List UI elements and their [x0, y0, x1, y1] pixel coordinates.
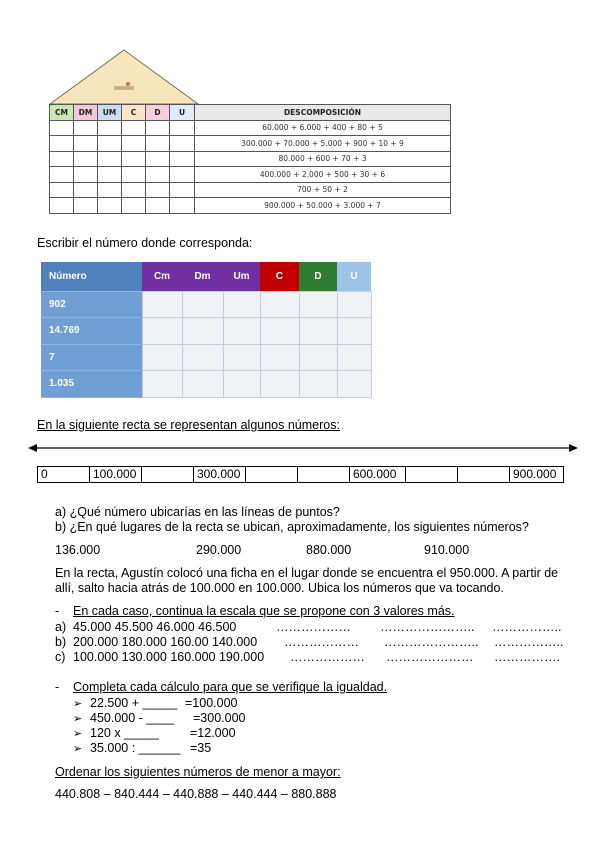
number-cell: 7	[41, 344, 142, 371]
digit-cell[interactable]	[299, 371, 337, 398]
calc-item	[73, 696, 82, 712]
digit-cell[interactable]	[50, 136, 74, 152]
scale-blank: …………….	[494, 650, 560, 664]
digit-cell[interactable]	[122, 182, 146, 198]
scale-values: 100.000 130.000 160.000 190.000	[73, 650, 265, 664]
nl-cell: 900.000	[509, 467, 564, 482]
digit-cell[interactable]	[182, 318, 223, 345]
nl-cell: 600.000	[349, 467, 401, 482]
question-b: b) ¿En qué lugares de la recta se ubican, aproximadamente, los siguientes números?	[55, 520, 529, 534]
header-c: C	[260, 262, 299, 291]
digit-cell[interactable]	[146, 136, 170, 152]
digit-cell[interactable]	[260, 291, 299, 318]
digit-cell[interactable]	[223, 318, 260, 345]
digit-cell[interactable]	[170, 167, 195, 183]
digit-cell[interactable]	[74, 167, 98, 183]
digit-cell[interactable]	[170, 136, 195, 152]
scale-bullet: -	[55, 604, 60, 618]
nl-cell	[297, 467, 349, 482]
decomposition-row	[50, 182, 451, 198]
digit-cell[interactable]	[98, 182, 122, 198]
digit-cell[interactable]	[50, 167, 74, 183]
nl-cell	[245, 467, 297, 482]
decomposition-row	[50, 167, 451, 183]
header-cm: CM	[50, 105, 74, 121]
number-line-cells	[37, 466, 564, 483]
number-row	[41, 344, 371, 371]
header-c: C	[122, 105, 146, 121]
calc-right: =12.000	[190, 726, 236, 740]
digit-cell[interactable]	[74, 136, 98, 152]
nl-cell: 100.000	[89, 467, 141, 482]
digit-cell[interactable]	[98, 136, 122, 152]
arrow-bullet-icon: ➢	[73, 698, 83, 710]
scale-values: 200.000 180.000 160.00 140.000	[73, 635, 258, 649]
scale-blank: ……………..	[494, 635, 564, 649]
arrow-bullet-icon: ➢	[73, 728, 83, 740]
order-numbers: 440.808 – 840.444 – 440.888 – 440.444 – 880.888	[55, 787, 337, 801]
digit-cell[interactable]	[50, 120, 74, 136]
number-table	[41, 262, 372, 398]
decomposition-text: 400.000 + 2.000 + 500 + 30 + 6	[195, 167, 451, 183]
calc-left: 35.000 : ______	[90, 741, 181, 755]
header-dm: DM	[74, 105, 98, 121]
number-line-arrow	[28, 440, 578, 456]
digit-cell[interactable]	[337, 371, 371, 398]
digit-cell[interactable]	[122, 198, 146, 214]
digit-cell[interactable]	[337, 318, 371, 345]
scale-blank: ………………	[284, 635, 359, 649]
digit-cell[interactable]	[50, 182, 74, 198]
scale-blank: ………………	[276, 620, 351, 634]
arrow-bullet-icon: ➢	[73, 743, 83, 755]
scale-blank: …………………	[386, 650, 474, 664]
digit-cell[interactable]	[299, 318, 337, 345]
decomposition-text: 700 + 50 + 2	[195, 182, 451, 198]
calc-right: =300.000	[193, 711, 246, 725]
numberline-intro: En la siguiente recta se representan algunos números:	[37, 418, 340, 432]
digit-cell[interactable]	[142, 291, 182, 318]
arrow-right-icon	[569, 444, 578, 452]
digit-cell[interactable]	[146, 182, 170, 198]
digit-cell[interactable]	[122, 151, 146, 167]
digit-cell[interactable]	[142, 371, 182, 398]
arrow-bullet-icon: ➢	[73, 713, 83, 725]
arrow-left-icon	[28, 444, 37, 452]
digit-cell[interactable]	[299, 291, 337, 318]
digit-cell[interactable]	[170, 198, 195, 214]
digit-cell[interactable]	[50, 198, 74, 214]
agustin-line-1: En la recta, Agustín colocó una ficha en el lugar donde se encuentra el 950.000. A partir de	[55, 566, 559, 580]
digit-cell[interactable]	[74, 182, 98, 198]
decomposition-table	[49, 104, 451, 214]
digit-cell[interactable]	[170, 120, 195, 136]
number-row	[41, 318, 371, 345]
digit-cell[interactable]	[182, 371, 223, 398]
digit-cell[interactable]	[122, 120, 146, 136]
decomposition-header-row	[50, 105, 451, 121]
decomposition-text: 900.000 + 50.000 + 3.000 + 7	[195, 198, 451, 214]
header-um: Um	[223, 262, 260, 291]
header-u: U	[337, 262, 371, 291]
digit-cell[interactable]	[146, 120, 170, 136]
order-title: Ordenar los siguientes números de menor a mayor:	[55, 765, 341, 779]
digit-cell[interactable]	[146, 198, 170, 214]
header-numero: Número	[41, 262, 142, 291]
digit-cell[interactable]	[337, 344, 371, 371]
digit-cell[interactable]	[122, 136, 146, 152]
digit-cell[interactable]	[142, 318, 182, 345]
scale-blank: ……………..	[492, 620, 562, 634]
number-row	[41, 291, 371, 318]
digit-cell[interactable]	[98, 151, 122, 167]
scale-values: 45.000 45.500 46.000 46.500	[73, 620, 237, 634]
decomposition-row	[50, 136, 451, 152]
scale-label: b)	[55, 635, 67, 649]
scale-label: c)	[55, 650, 66, 664]
question-a: a) ¿Qué número ubicarías en las líneas de puntos?	[55, 505, 340, 519]
calc-left: 120 x _____	[90, 726, 159, 740]
nl-cell	[457, 467, 509, 482]
header-cm: Cm	[142, 262, 182, 291]
calc-title: Completa cada cálculo para que se verifique la igualdad.	[73, 680, 388, 694]
decomposition-row	[50, 151, 451, 167]
digit-cell[interactable]	[98, 120, 122, 136]
scale-blank: ………………	[290, 650, 365, 664]
number-table-header-row	[41, 262, 371, 291]
digit-cell[interactable]	[170, 182, 195, 198]
scale-blank: …………………..	[380, 620, 475, 634]
decomposition-text: 80.000 + 600 + 70 + 3	[195, 151, 451, 167]
calc-bullet: -	[55, 680, 60, 694]
digit-cell[interactable]	[182, 344, 223, 371]
digit-cell[interactable]	[260, 318, 299, 345]
digit-cell[interactable]	[223, 291, 260, 318]
digit-cell[interactable]	[74, 151, 98, 167]
locate-number: 136.000	[55, 543, 101, 557]
number-cell: 14.769	[41, 318, 142, 345]
digit-cell[interactable]	[142, 344, 182, 371]
digit-cell[interactable]	[50, 151, 74, 167]
scale-blank: …………………..	[384, 635, 479, 649]
digit-cell[interactable]	[223, 371, 260, 398]
header-um: UM	[98, 105, 122, 121]
digit-cell[interactable]	[98, 198, 122, 214]
digit-cell[interactable]	[182, 291, 223, 318]
decomposition-text: 60.000 + 6.000 + 400 + 80 + 5	[195, 120, 451, 136]
header-d: D	[299, 262, 337, 291]
locate-number: 910.000	[424, 543, 470, 557]
decomposition-text: 300.000 + 70.000 + 5.000 + 900 + 10 + 9	[195, 136, 451, 152]
house-roof	[46, 46, 202, 106]
locate-number: 290.000	[196, 543, 242, 557]
calc-item	[73, 711, 82, 727]
nl-cell: 300.000	[193, 467, 245, 482]
header-d: D	[146, 105, 170, 121]
scale-label: a)	[55, 620, 67, 634]
instruction-write: Escribir el número donde corresponda:	[37, 236, 253, 250]
digit-cell[interactable]	[74, 198, 98, 214]
calc-left: 22.500 + _____	[90, 696, 178, 710]
digit-cell[interactable]	[122, 167, 146, 183]
calc-item	[73, 726, 82, 742]
header-dm: Dm	[182, 262, 223, 291]
header-u: U	[170, 105, 195, 121]
digit-cell[interactable]	[223, 344, 260, 371]
digit-cell[interactable]	[170, 151, 195, 167]
decomposition-row	[50, 120, 451, 136]
digit-cell[interactable]	[260, 344, 299, 371]
calc-item	[73, 741, 82, 757]
digit-cell[interactable]	[337, 291, 371, 318]
decomposition-row	[50, 198, 451, 214]
digit-cell[interactable]	[146, 167, 170, 183]
digit-cell[interactable]	[260, 371, 299, 398]
calc-left: 450.000 - ____	[90, 711, 175, 725]
locate-number: 880.000	[306, 543, 352, 557]
calc-right: =35	[190, 741, 212, 755]
number-cell: 1.035	[41, 371, 142, 398]
nl-cell: 0	[37, 467, 89, 482]
digit-cell[interactable]	[146, 151, 170, 167]
digit-cell[interactable]	[98, 167, 122, 183]
calc-right: =100.000	[185, 696, 238, 710]
digit-cell[interactable]	[299, 344, 337, 371]
nl-cell	[405, 467, 457, 482]
header-descomposicion: DESCOMPOSICIÓN	[195, 105, 451, 121]
number-row	[41, 371, 371, 398]
scale-title: En cada caso, continua la escala que se propone con 3 valores más.	[73, 604, 455, 618]
nl-cell	[141, 467, 193, 482]
digit-cell[interactable]	[74, 120, 98, 136]
number-cell: 902	[41, 291, 142, 318]
roof-decoration	[114, 86, 134, 90]
agustin-line-2: allí, salto hacia atrás de 100.000 en 100.000. Ubica los números que va tocando.	[55, 581, 504, 595]
